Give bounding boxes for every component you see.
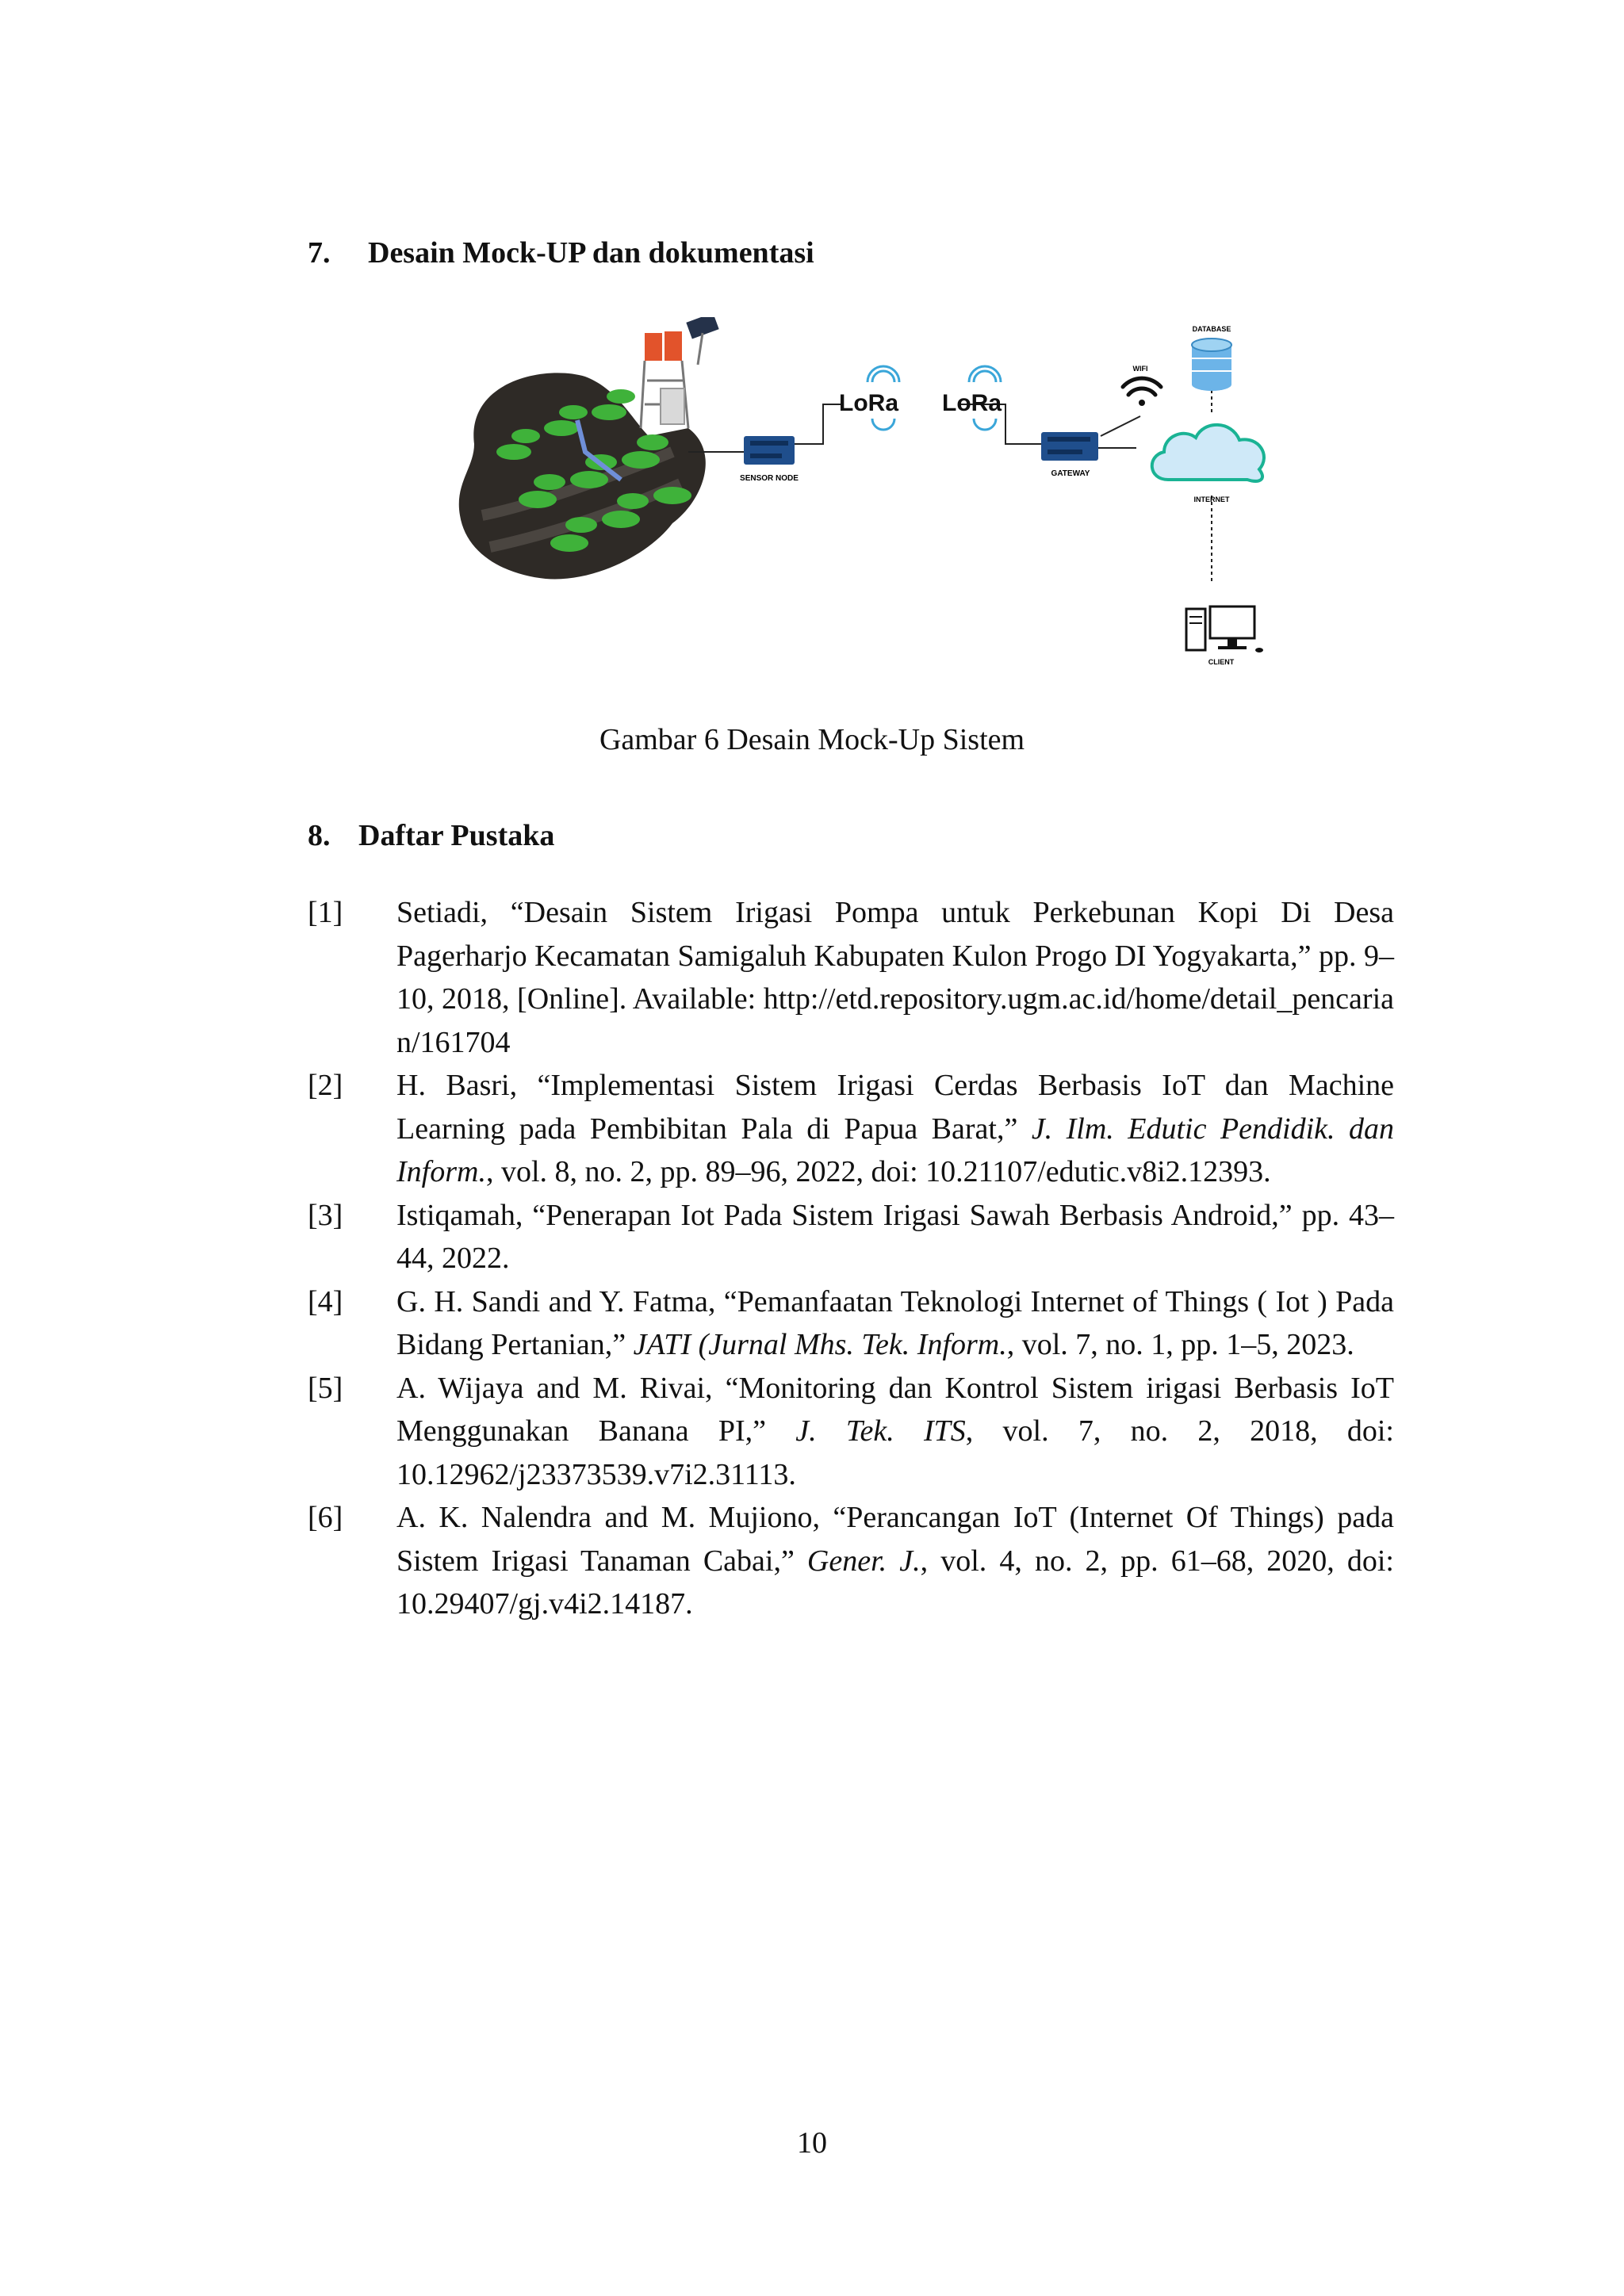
wifi-label: WIFI [1132,365,1148,373]
reference-details: , vol. 4, no. 2, pp. 61–68, 2020, doi: 10.29407/gj.v4i2.14187. [396,1544,1394,1621]
reference-text: A. Wijaya and M. Rivai, “Monitoring dan Kontrol Sistem irigasi Berbasis IoT Menggunakan Banana PI,” [396,1371,1394,1448]
cloud-icon [1152,425,1264,481]
reference-item [308,1496,1394,1626]
section-number: 7. [308,236,331,270]
reference-number: [2] [308,1069,343,1102]
database-label: DATABASE [1192,325,1231,333]
section-title: Daftar Pustaka [358,819,555,852]
reference-journal: Gener. J. [806,1544,921,1578]
lora-left-label: LoRa [839,390,898,416]
reference-text: Setiadi, “Desain Sistem Irigasi Pompa untuk Perkebunan Kopi Di Desa Pagerharjo Kecamatan Samigaluh Kabupaten Kulon Progo DI Yogyakarta,” pp. 9–10, 2018, [Online]. Available: [396,896,1394,1016]
page-number: 10 [797,2126,827,2160]
lora-right-label: LoRa [942,390,1002,416]
section-number: 8. [308,819,331,852]
sensor-node-board [744,436,795,465]
reference-journal: J. Tek. ITS [795,1414,966,1448]
water-tower [641,317,719,428]
reference-item [308,1280,1394,1367]
reference-number: [3] [308,1198,343,1232]
section-heading-references [308,817,554,854]
client-computer-icon [1186,607,1263,652]
reference-number: [1] [308,896,343,929]
reference-text: H. Basri, “Implementasi Sistem Irigasi Cerdas Berbasis IoT dan Machine Learning pada Pembibitan Pala di Papua Barat,” [396,1069,1394,1146]
gateway-label: GATEWAY [1051,469,1090,478]
reference-details: , vol. 7, no. 1, pp. 1–5, 2023. [1006,1328,1354,1361]
reference-item [308,891,1394,1064]
reference-list [308,891,1394,1626]
sensor-node-label: SENSOR NODE [740,474,799,483]
reference-item [308,1194,1394,1280]
reference-number: [5] [308,1371,343,1405]
field-illustration [459,317,719,579]
system-diagram [450,317,1362,706]
reference-text: G. H. Sandi and Y. Fatma, “Pemanfaatan Teknologi Internet of Things ( Iot ) Pada Bidang Pertanian,” [396,1284,1394,1361]
reference-item [308,1367,1394,1497]
wifi-icon [1123,378,1161,406]
reference-item [308,1064,1394,1194]
reference-journal: JATI (Jurnal Mhs. Tek. Inform. [633,1328,1007,1361]
reference-number: [4] [308,1284,343,1318]
reference-journal: J. Ilm. Edutic Pendidik. dan Inform. [396,1112,1394,1188]
database-icon [1192,339,1231,391]
reference-text: Istiqamah, “Penerapan Iot Pada Sistem Irigasi Sawah Berbasis Android,” pp. 43–44, 2022. [396,1198,1394,1275]
figure-caption: Gambar 6 Desain Mock-Up Sistem [599,723,1025,756]
reference-url[interactable]: http://etd.repository.ugm.ac.id/home/detail_pencarian/161704 [396,982,1394,1059]
reference-text: A. K. Nalendra and M. Mujiono, “Perancangan IoT (Internet Of Things) pada Sistem Irigasi Tanaman Cabai,” [396,1501,1394,1578]
system-mockup-figure [450,317,1362,706]
section-heading-mockup [308,235,814,271]
reference-number: [6] [308,1501,343,1534]
gateway-board [1041,432,1098,461]
internet-label: INTERNET [1193,496,1230,503]
section-title: Desain Mock-UP dan dokumentasi [368,236,814,270]
reference-details: , vol. 8, no. 2, pp. 89–96, 2022, doi: 10.21107/edutic.v8i2.12393. [485,1155,1271,1188]
reference-details: , vol. 7, no. 2, 2018, doi: 10.12962/j23373539.v7i2.31113. [396,1414,1394,1491]
client-label: CLIENT [1208,658,1235,666]
